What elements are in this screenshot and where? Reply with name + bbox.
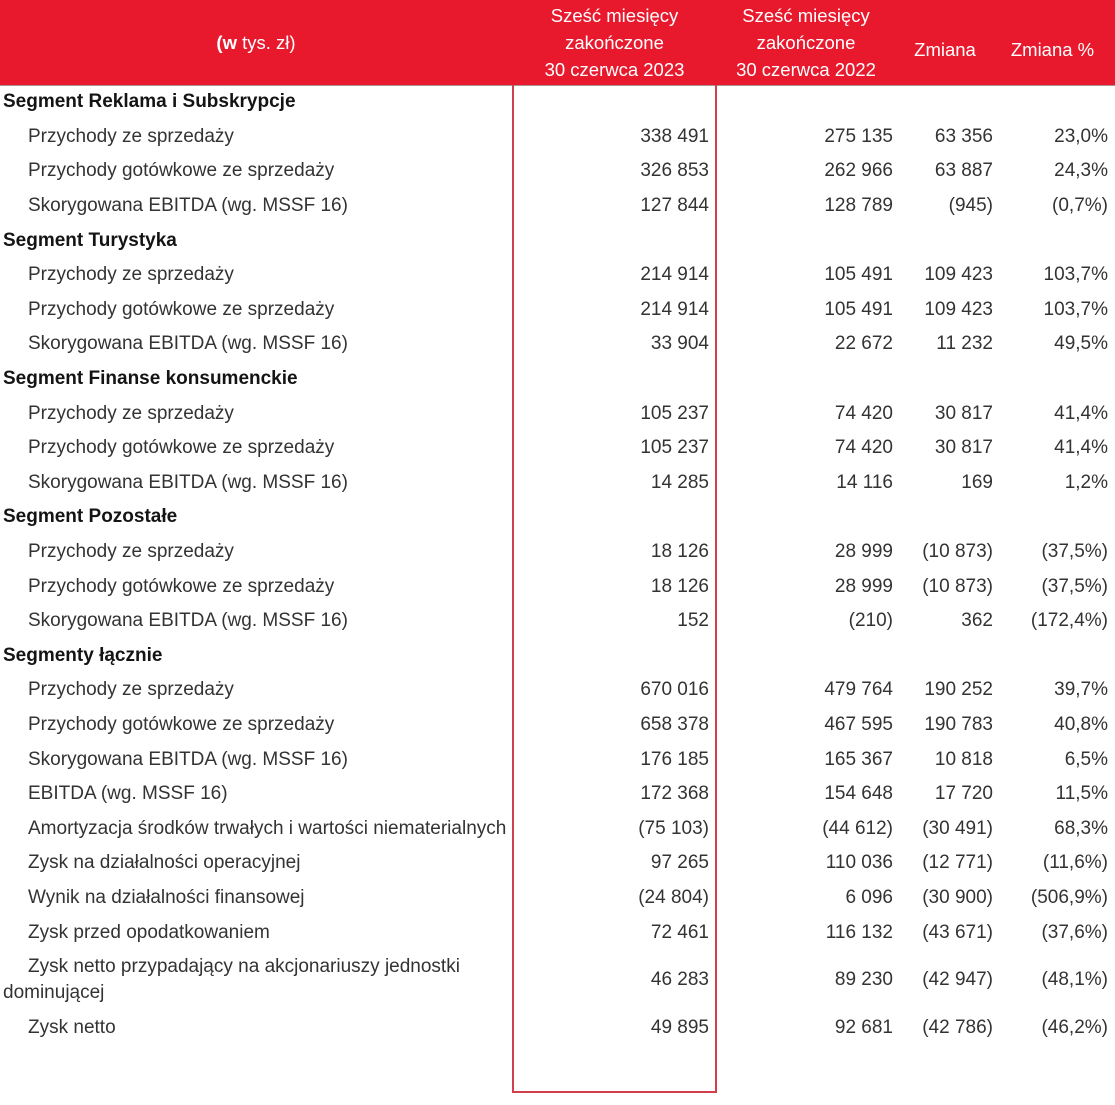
row-label: Przychody gotówkowe ze sprzedaży xyxy=(28,437,335,459)
section-row xyxy=(0,639,1115,674)
value-2022: 479 764 xyxy=(824,679,893,701)
table-row xyxy=(0,431,1115,466)
value-change: (42 947) xyxy=(922,969,993,991)
header-unit-label-text xyxy=(216,29,295,56)
table-row xyxy=(0,708,1115,743)
value-2022: 74 420 xyxy=(834,402,893,424)
row-label: Skorygowana EBITDA (wg. MSSF 16) xyxy=(28,610,348,632)
value-2022: 6 096 xyxy=(845,886,893,908)
header-col-change xyxy=(895,0,995,85)
value-change: 30 817 xyxy=(934,437,993,459)
header-line: Zmiana % xyxy=(1010,39,1095,60)
table-row xyxy=(0,915,1115,950)
value-2022: 165 367 xyxy=(824,748,893,770)
value-2022: 28 999 xyxy=(834,541,893,563)
row-label: Przychody ze sprzedaży xyxy=(28,264,234,286)
value-2023: 338 491 xyxy=(640,125,709,147)
value-change-pct: (37,5%) xyxy=(1041,541,1108,563)
value-2023: 326 853 xyxy=(640,160,709,182)
row-label: Przychody ze sprzedaży xyxy=(28,125,234,147)
value-change: 169 xyxy=(961,471,993,493)
section-row xyxy=(0,85,1115,120)
value-2022: 74 420 xyxy=(834,437,893,459)
table-row xyxy=(0,742,1115,777)
table-row xyxy=(0,673,1115,708)
row-label: Segment Turystyka xyxy=(3,229,177,251)
value-2022: (210) xyxy=(848,610,893,632)
value-change: (30 900) xyxy=(922,886,993,908)
value-2022: 22 672 xyxy=(834,333,893,355)
value-2023: 658 378 xyxy=(640,713,709,735)
value-change-pct: (48,1%) xyxy=(1041,969,1108,991)
value-change: (43 671) xyxy=(922,921,993,943)
table-row xyxy=(0,258,1115,293)
value-change: 109 423 xyxy=(924,298,993,320)
value-change-pct: (37,5%) xyxy=(1041,575,1108,597)
header-line: 30 czerwca 2022 xyxy=(736,59,876,80)
row-label: Skorygowana EBITDA (wg. MSSF 16) xyxy=(28,333,348,355)
value-change-pct: 49,5% xyxy=(1054,333,1108,355)
value-change: 190 252 xyxy=(924,679,993,701)
row-label: Przychody gotówkowe ze sprzedaży xyxy=(28,575,335,597)
value-change: 11 232 xyxy=(936,333,993,355)
value-change-pct: 103,7% xyxy=(1043,264,1108,286)
table-row xyxy=(0,950,1115,1011)
unit-label-bold-part: (w xyxy=(216,32,237,53)
row-label: Segment Reklama i Subskrypcje xyxy=(3,91,296,113)
value-2022: 275 135 xyxy=(824,125,893,147)
value-2022: 154 648 xyxy=(824,783,893,805)
value-2022: 467 595 xyxy=(824,713,893,735)
table-row xyxy=(0,535,1115,570)
value-2023: 214 914 xyxy=(640,298,709,320)
header-line: Sześć miesięcy xyxy=(550,5,679,26)
row-label: Zysk netto xyxy=(28,1016,116,1038)
value-change: (30 491) xyxy=(922,817,993,839)
value-2023: 127 844 xyxy=(640,195,709,217)
value-2022: 128 789 xyxy=(824,195,893,217)
value-change-pct: (37,6%) xyxy=(1041,921,1108,943)
value-2023: 152 xyxy=(677,610,709,632)
value-2023: (75 103) xyxy=(638,817,709,839)
value-change-pct: (506,9%) xyxy=(1030,886,1108,908)
value-change-pct: (172,4%) xyxy=(1030,610,1108,632)
value-2023: 46 283 xyxy=(650,969,709,991)
row-label: Amortyzacja środków trwałych i wartości niematerialnych xyxy=(28,817,507,839)
value-2023: 176 185 xyxy=(640,748,709,770)
value-2022: 92 681 xyxy=(834,1016,893,1038)
value-change-pct: (46,2%) xyxy=(1041,1016,1108,1038)
value-change: 109 423 xyxy=(924,264,993,286)
row-label: Wynik na działalności finansowej xyxy=(28,886,305,908)
value-change-pct: 39,7% xyxy=(1054,679,1108,701)
value-2023: 18 126 xyxy=(650,541,709,563)
table-row xyxy=(0,189,1115,224)
header-col-period-2023 xyxy=(512,0,717,85)
value-change-pct: (0,7%) xyxy=(1052,195,1108,217)
value-change: (12 771) xyxy=(922,852,993,874)
row-label: Przychody ze sprzedaży xyxy=(28,679,234,701)
value-2022: 89 230 xyxy=(834,969,893,991)
table-row xyxy=(0,466,1115,501)
row-label: Segment Finanse konsumenckie xyxy=(3,368,298,390)
value-change: 190 783 xyxy=(924,713,993,735)
row-label: Zysk przed opodatkowaniem xyxy=(28,921,270,943)
value-2022: 110 036 xyxy=(825,852,893,874)
value-2023: 214 914 xyxy=(640,264,709,286)
table-row xyxy=(0,846,1115,881)
value-2023: 33 904 xyxy=(650,333,709,355)
row-label: Segmenty łącznie xyxy=(3,644,163,666)
value-2023: 97 265 xyxy=(650,852,709,874)
value-change: (10 873) xyxy=(922,541,993,563)
table-row xyxy=(0,1010,1115,1045)
row-label: Przychody gotówkowe ze sprzedaży xyxy=(28,298,335,320)
value-change-pct: 68,3% xyxy=(1054,817,1108,839)
value-change: 10 818 xyxy=(934,748,993,770)
value-2023: 72 461 xyxy=(650,921,709,943)
table-body xyxy=(0,85,1115,1045)
value-2023: 105 237 xyxy=(640,437,709,459)
row-label: Segment Pozostałe xyxy=(3,506,178,528)
value-2022: 28 999 xyxy=(834,575,893,597)
value-change-pct: 41,4% xyxy=(1054,402,1108,424)
row-label: Zysk na działalności operacyjnej xyxy=(28,852,301,874)
table-row xyxy=(0,154,1115,189)
header-line: 30 czerwca 2023 xyxy=(544,59,685,80)
value-change-pct: (11,6%) xyxy=(1042,852,1108,874)
value-change: 362 xyxy=(961,610,993,632)
header-col-period-2022 xyxy=(717,0,895,85)
value-change-pct: 23,0% xyxy=(1054,125,1108,147)
value-2022: (44 612) xyxy=(822,817,893,839)
table-row xyxy=(0,604,1115,639)
value-2023: 18 126 xyxy=(650,575,709,597)
value-2023: 172 368 xyxy=(640,783,709,805)
value-change-pct: 11,5% xyxy=(1055,783,1108,805)
value-change: (10 873) xyxy=(922,575,993,597)
value-change: (42 786) xyxy=(922,1016,993,1038)
section-row xyxy=(0,362,1115,397)
value-change-pct: 24,3% xyxy=(1054,160,1108,182)
row-label: Zysk netto przypadający na akcjonariuszy jednostki dominującej xyxy=(3,956,460,1004)
value-change: 63 356 xyxy=(934,125,993,147)
value-change-pct: 6,5% xyxy=(1064,748,1108,770)
row-label: EBITDA (wg. MSSF 16) xyxy=(28,783,228,805)
value-change-pct: 103,7% xyxy=(1043,298,1108,320)
row-label: Skorygowana EBITDA (wg. MSSF 16) xyxy=(28,748,348,770)
header-line: Zmiana xyxy=(914,39,976,60)
table-row xyxy=(0,396,1115,431)
value-2023: 49 895 xyxy=(650,1016,709,1038)
value-change: 63 887 xyxy=(934,160,993,182)
value-2022: 14 116 xyxy=(836,471,893,493)
header-col-change-pct xyxy=(995,0,1110,85)
value-2022: 116 132 xyxy=(825,921,893,943)
row-label: Skorygowana EBITDA (wg. MSSF 16) xyxy=(28,471,348,493)
table-header xyxy=(0,0,1115,85)
table-row xyxy=(0,569,1115,604)
table-row xyxy=(0,811,1115,846)
unit-label-rest-part: tys. zł) xyxy=(236,32,296,53)
row-label: Przychody ze sprzedaży xyxy=(28,402,234,424)
value-2023: (24 804) xyxy=(638,886,709,908)
table-row xyxy=(0,120,1115,155)
table-row xyxy=(0,881,1115,916)
header-unit-label xyxy=(0,0,512,85)
header-line: zakończone xyxy=(756,32,856,53)
table-row xyxy=(0,293,1115,328)
value-change-pct: 40,8% xyxy=(1054,713,1108,735)
row-label: Przychody gotówkowe ze sprzedaży xyxy=(28,160,335,182)
table-row xyxy=(0,777,1115,812)
section-row xyxy=(0,500,1115,535)
value-change-pct: 1,2% xyxy=(1064,471,1108,493)
header-line: Sześć miesięcy xyxy=(742,5,870,26)
table-row xyxy=(0,327,1115,362)
value-2023: 670 016 xyxy=(640,679,709,701)
value-2022: 262 966 xyxy=(824,160,893,182)
value-2022: 105 491 xyxy=(824,298,893,320)
row-label: Przychody gotówkowe ze sprzedaży xyxy=(28,713,335,735)
value-change: (945) xyxy=(948,195,993,217)
header-line: zakończone xyxy=(565,32,664,53)
row-label: Przychody ze sprzedaży xyxy=(28,541,234,563)
value-2022: 105 491 xyxy=(824,264,893,286)
value-change: 30 817 xyxy=(934,402,993,424)
row-label: Skorygowana EBITDA (wg. MSSF 16) xyxy=(28,195,348,217)
value-2023: 14 285 xyxy=(650,471,709,493)
value-change-pct: 41,4% xyxy=(1054,437,1108,459)
value-2023: 105 237 xyxy=(640,402,709,424)
value-change: 17 720 xyxy=(934,783,993,805)
section-row xyxy=(0,223,1115,258)
